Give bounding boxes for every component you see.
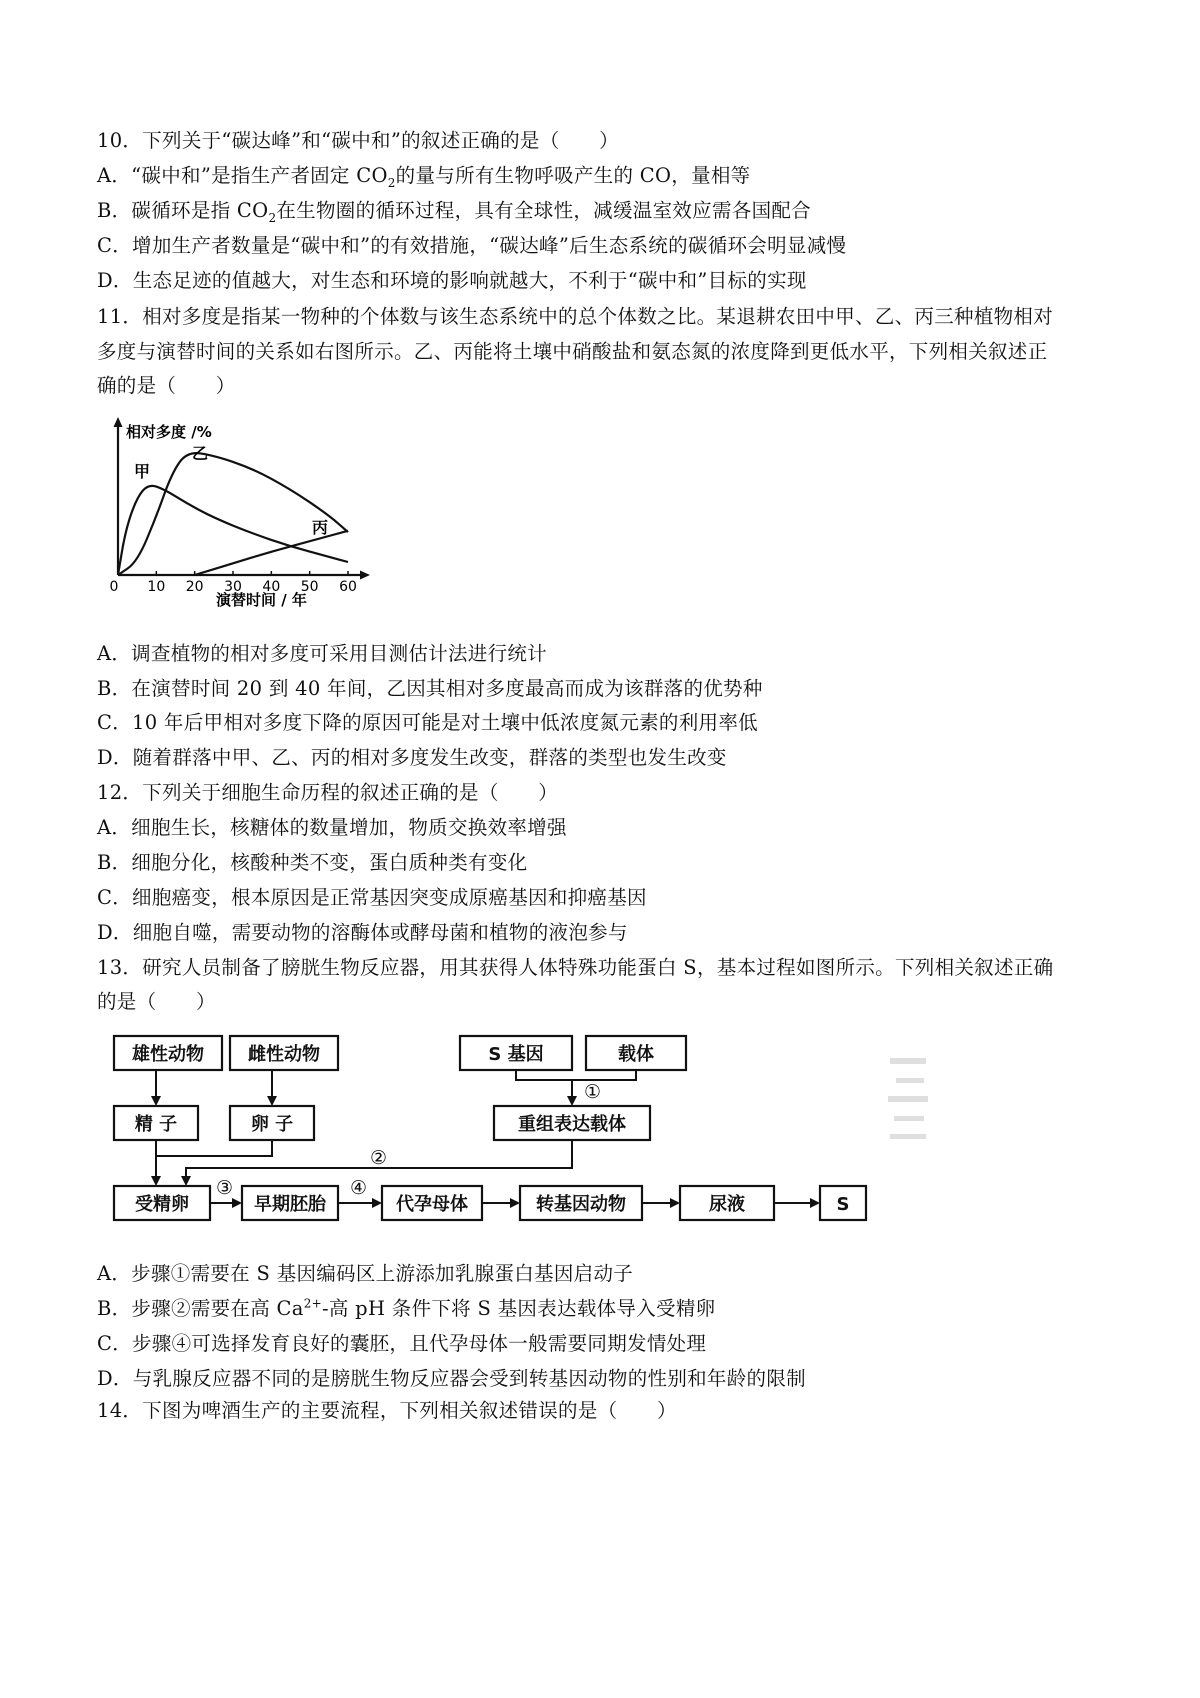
q10-a-pre: A．“碳中和”是指生产者固定 CO <box>97 164 388 187</box>
label-female-animal: 雌性动物 <box>248 1044 320 1065</box>
q10-option-b <box>97 198 811 224</box>
q10-a-post: 的量与所有生物呼吸产生的 CO，量相等 <box>395 164 751 187</box>
q13-option-d: D．与乳腺反应器不同的是膀胱生物反应器会受到转基因动物的性别和年龄的限制 <box>97 1367 806 1390</box>
x-tick-label: 10 <box>147 579 166 595</box>
label-sperm: 精 子 <box>134 1114 178 1135</box>
y-axis-arrow <box>114 417 123 427</box>
q11-abundance-chart <box>100 415 400 625</box>
label-urine: 尿液 <box>709 1194 745 1215</box>
label-recombinant-vector: 重组表达载体 <box>518 1114 626 1135</box>
q12-option-c: C．细胞癌变，根本原因是正常基因突变成原癌基因和抑癌基因 <box>97 886 647 909</box>
q12-option-d: D．细胞自噬，需要动物的溶酶体或酵母菌和植物的液泡参与 <box>97 921 628 944</box>
line-vector-join <box>572 1070 636 1080</box>
step-1-marker: ① <box>584 1081 602 1103</box>
label-protein-s: S <box>836 1194 850 1215</box>
q11-stem-line3: 确的是（ ） <box>97 374 236 397</box>
q13-b-sup: 2+ <box>303 1296 322 1311</box>
q13-stem-line2: 的是（ ） <box>97 990 216 1013</box>
q10-option-c: C．增加生产者数量是“碳中和”的有效措施，“碳达峰”后生态系统的碳循环会明显减慢 <box>97 234 847 257</box>
x-axis-arrow <box>360 571 370 580</box>
chart-axes <box>114 417 371 580</box>
q10-b-pre: B．碳循环是指 CO <box>97 199 269 222</box>
series-label-1: 甲 <box>134 462 151 481</box>
q13-flow-diagram <box>100 1030 980 1250</box>
q11-option-a: A．调查植物的相对多度可采用目测估计法进行统计 <box>97 642 547 665</box>
q11-stem-line2: 多度与演替时间的关系如右图所示。乙、丙能将土壤中硝酸盐和氨态氮的浓度降到更低水平，下列相关叙述正 <box>97 340 1048 363</box>
series-line-2 <box>118 453 348 575</box>
label-egg: 卵 子 <box>250 1114 294 1135</box>
q13-option-b <box>97 1296 715 1322</box>
x-tick-label: 60 <box>339 579 357 595</box>
q10-option-a <box>97 163 750 189</box>
label-vector: 载体 <box>618 1044 654 1065</box>
q11-option-b: B．在演替时间 20 到 40 年间，乙因其相对多度最高而成为该群落的优势种 <box>97 677 763 700</box>
label-early-embryo: 早期胚胎 <box>254 1194 326 1215</box>
q11-stem-line1: 11．相对多度是指某一物种的个体数与该生态系统中的总个体数之比。某退耕农田中甲、乙、丙三种植物相对 <box>97 305 1054 328</box>
chart-series <box>118 453 348 575</box>
q13-option-c: C．步骤④可选择发育良好的囊胚，且代孕母体一般需要同期发情处理 <box>97 1332 707 1355</box>
x-tick-label: 0 <box>109 579 119 595</box>
y-axis-label: 相对多度 /% <box>126 423 212 441</box>
step-2-marker: ② <box>370 1147 388 1169</box>
q13-b-pre: B．步骤②需要在高 Ca <box>97 1297 304 1320</box>
x-tick-label: 30 <box>224 579 242 595</box>
q10-b-sub: 2 <box>268 210 277 225</box>
q10-option-d: D．生态足迹的值越大，对生态和环境的影响就越大，不利于“碳中和”目标的实现 <box>97 269 807 292</box>
q12-option-b: B．细胞分化，核酸种类不变，蛋白质种类有变化 <box>97 851 528 874</box>
x-tick-label: 20 <box>185 579 204 595</box>
step-4-marker: ④ <box>350 1177 368 1199</box>
label-male-animal: 雄性动物 <box>132 1044 204 1065</box>
q11-option-d: D．随着群落中甲、乙、丙的相对多度发生改变，群落的类型也发生改变 <box>97 746 727 769</box>
scan-noise <box>888 1058 928 1139</box>
q12-stem: 12．下列关于细胞生命历程的叙述正确的是（ ） <box>97 781 559 804</box>
line-egg-join <box>156 1140 272 1156</box>
label-s-gene: S 基因 <box>488 1044 544 1065</box>
q10-b-post: 在生物圈的循环过程，具有全球性，减缓温室效应需各国配合 <box>276 199 811 222</box>
x-axis-label: 演替时间 / 年 <box>216 591 307 609</box>
q13-option-a: A．步骤①需要在 S 基因编码区上游添加乳腺蛋白基因启动子 <box>97 1262 634 1285</box>
q11-option-c: C．10 年后甲相对多度下降的原因可能是对土壤中低浓度氮元素的利用率低 <box>97 711 758 734</box>
label-surrogate-mother: 代孕母体 <box>396 1194 468 1215</box>
series-label-3: 丙 <box>312 518 329 537</box>
x-tick-label: 40 <box>262 579 281 595</box>
series-line-3 <box>195 531 348 575</box>
label-transgenic-animal: 转基因动物 <box>536 1194 626 1215</box>
line-gene-join <box>516 1070 572 1080</box>
q14-stem: 14．下图为啤酒生产的主要流程，下列相关叙述错误的是（ ） <box>97 1399 677 1422</box>
x-tick-label: 50 <box>300 579 319 595</box>
q12-option-a: A．细胞生长，核糖体的数量增加，物质交换效率增强 <box>97 816 567 839</box>
step-3-marker: ③ <box>216 1177 234 1199</box>
series-label-2: 乙 <box>192 444 209 463</box>
q13-stem-line1: 13．研究人员制备了膀胱生物反应器，用其获得人体特殊功能蛋白 S，基本过程如图所示。下列相关叙述正确 <box>97 956 1054 979</box>
label-zygote: 受精卵 <box>135 1194 189 1215</box>
q10-a-sub: 2 <box>387 175 396 190</box>
q13-b-post: -高 pH 条件下将 S 基因表达载体导入受精卵 <box>321 1297 716 1320</box>
q10-stem: 10．下列关于“碳达峰”和“碳中和”的叙述正确的是（ ） <box>97 129 619 152</box>
